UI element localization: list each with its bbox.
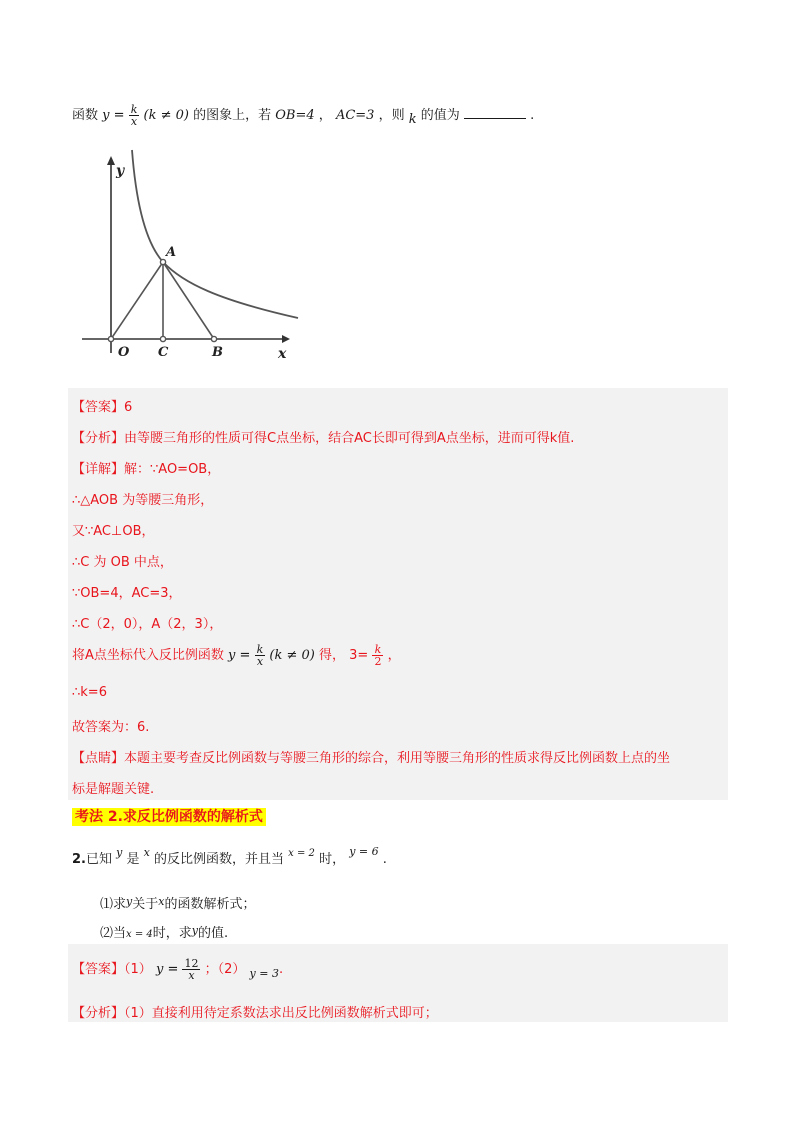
- q2-text: 的反比例函数，并且当: [154, 852, 285, 867]
- label-o: O: [118, 345, 130, 360]
- comment-text: 标是解题关键.: [72, 782, 155, 797]
- q1-sep: ，则: [378, 108, 405, 123]
- analysis-text: 由等腰三角形的性质可得C点坐标，结合AC长即可得到A点坐标，进而可得k值.: [124, 431, 575, 446]
- q1-k: k: [408, 112, 417, 127]
- part-text: 关于: [132, 897, 159, 912]
- formula-eq: =: [113, 108, 125, 123]
- formula-condition: (k ≠ 0): [143, 108, 189, 123]
- solution-step: 又∵AC⊥OB，: [72, 524, 155, 539]
- q2-stem: [72, 845, 387, 867]
- analysis-tag: 【分析】: [72, 431, 125, 446]
- point-b: [211, 336, 216, 341]
- formula-eq: =: [167, 962, 179, 977]
- label-a: A: [166, 245, 177, 260]
- q1-comment-line: [72, 747, 670, 766]
- point-o: [108, 336, 113, 341]
- fraction-denominator: x: [188, 969, 195, 982]
- point-c: [160, 336, 165, 341]
- formula-fraction: [255, 644, 266, 667]
- formula-fraction: [129, 104, 140, 127]
- step-value: 3=: [349, 648, 369, 663]
- q2-text: 已知: [85, 852, 112, 867]
- var-y: y: [116, 846, 123, 859]
- section-heading-text: 考法 2.求反比例函数的解析式: [72, 808, 266, 826]
- solution-step: ∴C 为 OB 中点，: [72, 555, 173, 570]
- label-b: B: [212, 345, 223, 360]
- point-a: [160, 259, 165, 264]
- condition-x: x = 4: [126, 929, 153, 940]
- question-number: 2.: [72, 852, 86, 867]
- fraction-denominator: x: [256, 655, 264, 668]
- y-axis-arrow: [107, 156, 115, 165]
- var-x: x: [158, 895, 165, 908]
- solution-step: ∴k=6: [72, 685, 107, 700]
- step-text: 将A点坐标代入反比例函数: [72, 648, 224, 663]
- analysis-text: （1）直接利用待定系数法求出反比例函数解析式即可；: [124, 1006, 438, 1021]
- label-x: x: [278, 346, 287, 362]
- q1-text: 的图象上，若: [193, 108, 272, 123]
- answer-end: .: [278, 962, 284, 977]
- var-y: y: [191, 924, 198, 937]
- comment-text: 本题主要考查反比例函数与等腰三角形的综合，利用等腰三角形的性质求得反比例函数上点的坐: [124, 751, 671, 766]
- fraction-numerator: 12: [184, 957, 199, 970]
- q2-text: 是: [126, 852, 140, 867]
- solution-step: ∵OB=4，AC=3，: [72, 586, 182, 601]
- detail-text: 解：∵AO=OB，: [124, 462, 221, 477]
- formula-y: y: [102, 108, 110, 123]
- q2-answer-line: [72, 958, 283, 981]
- answer-value: y = 3: [249, 967, 279, 980]
- fraction-numerator: k: [256, 643, 264, 656]
- condition-y: y = 6: [349, 845, 379, 858]
- formula-y: y: [155, 962, 164, 977]
- solution-step: ∴△AOB 为等腰三角形，: [72, 493, 214, 508]
- answer-blank: [464, 106, 526, 119]
- q2-part2: [100, 922, 228, 941]
- part-text: ⑵当: [100, 926, 127, 941]
- q1-stem: [72, 104, 534, 127]
- var-y: y: [126, 895, 133, 908]
- formula-fraction: [372, 644, 383, 667]
- answer-part-label: （1）: [124, 962, 152, 977]
- part-text: ⑴求: [100, 897, 127, 912]
- answer-part-label: ；（2）: [204, 962, 246, 977]
- label-c: C: [158, 345, 169, 360]
- part-text: 的值.: [198, 926, 229, 941]
- formula-condition: (k ≠ 0): [269, 648, 315, 663]
- formula-fraction: [182, 958, 200, 981]
- fraction-numerator: k: [372, 644, 383, 656]
- detail-tag: 【详解】: [72, 462, 125, 477]
- solution-step-substitute: [72, 644, 401, 667]
- answer-tag: 【答案】: [72, 400, 125, 415]
- section-heading: [72, 806, 266, 826]
- q1-ob: OB=4: [275, 108, 315, 123]
- q2-part1: [100, 893, 255, 912]
- segment-ab: [163, 262, 214, 339]
- step-text: ，: [387, 648, 401, 663]
- solution-step: ∴C（2，0），A（2，3），: [72, 617, 223, 632]
- answer-tag: 【答案】: [72, 962, 125, 977]
- part-text: 的函数解析式；: [164, 897, 256, 912]
- label-y: y: [116, 163, 125, 179]
- analysis-tag: 【分析】: [72, 1006, 125, 1021]
- q1-end: .: [530, 108, 535, 123]
- fraction-denominator: 2: [374, 655, 382, 668]
- comment-tag: 【点睛】: [72, 751, 125, 766]
- q1-text: 函数: [72, 108, 99, 123]
- hyperbola-curve: [132, 150, 298, 318]
- fraction-numerator: k: [130, 103, 138, 116]
- var-x: x: [143, 846, 150, 859]
- formula-y: y: [228, 648, 236, 663]
- formula-eq: =: [239, 648, 251, 663]
- q1-text: 的值为: [420, 108, 460, 123]
- part-text: 时，求: [152, 926, 192, 941]
- answer-value: 6: [124, 400, 133, 415]
- q2-analysis-line: [72, 1002, 438, 1021]
- q2-text: 时，: [319, 852, 346, 867]
- q1-sep: ，: [318, 108, 332, 123]
- hyperbola-figure: [78, 148, 308, 368]
- step-text: 得，: [319, 648, 346, 663]
- q1-detail-line: [72, 458, 220, 477]
- q1-answer-line: [72, 396, 132, 415]
- solution-step: 故答案为：6.: [72, 720, 150, 735]
- segment-oa: [111, 262, 163, 339]
- condition-x: x = 2: [288, 848, 315, 859]
- x-axis-arrow: [282, 335, 290, 343]
- q1-ac: AC=3: [335, 108, 375, 123]
- q2-end: .: [382, 852, 387, 867]
- q1-analysis-line: [72, 427, 574, 446]
- fraction-denominator: x: [130, 115, 138, 128]
